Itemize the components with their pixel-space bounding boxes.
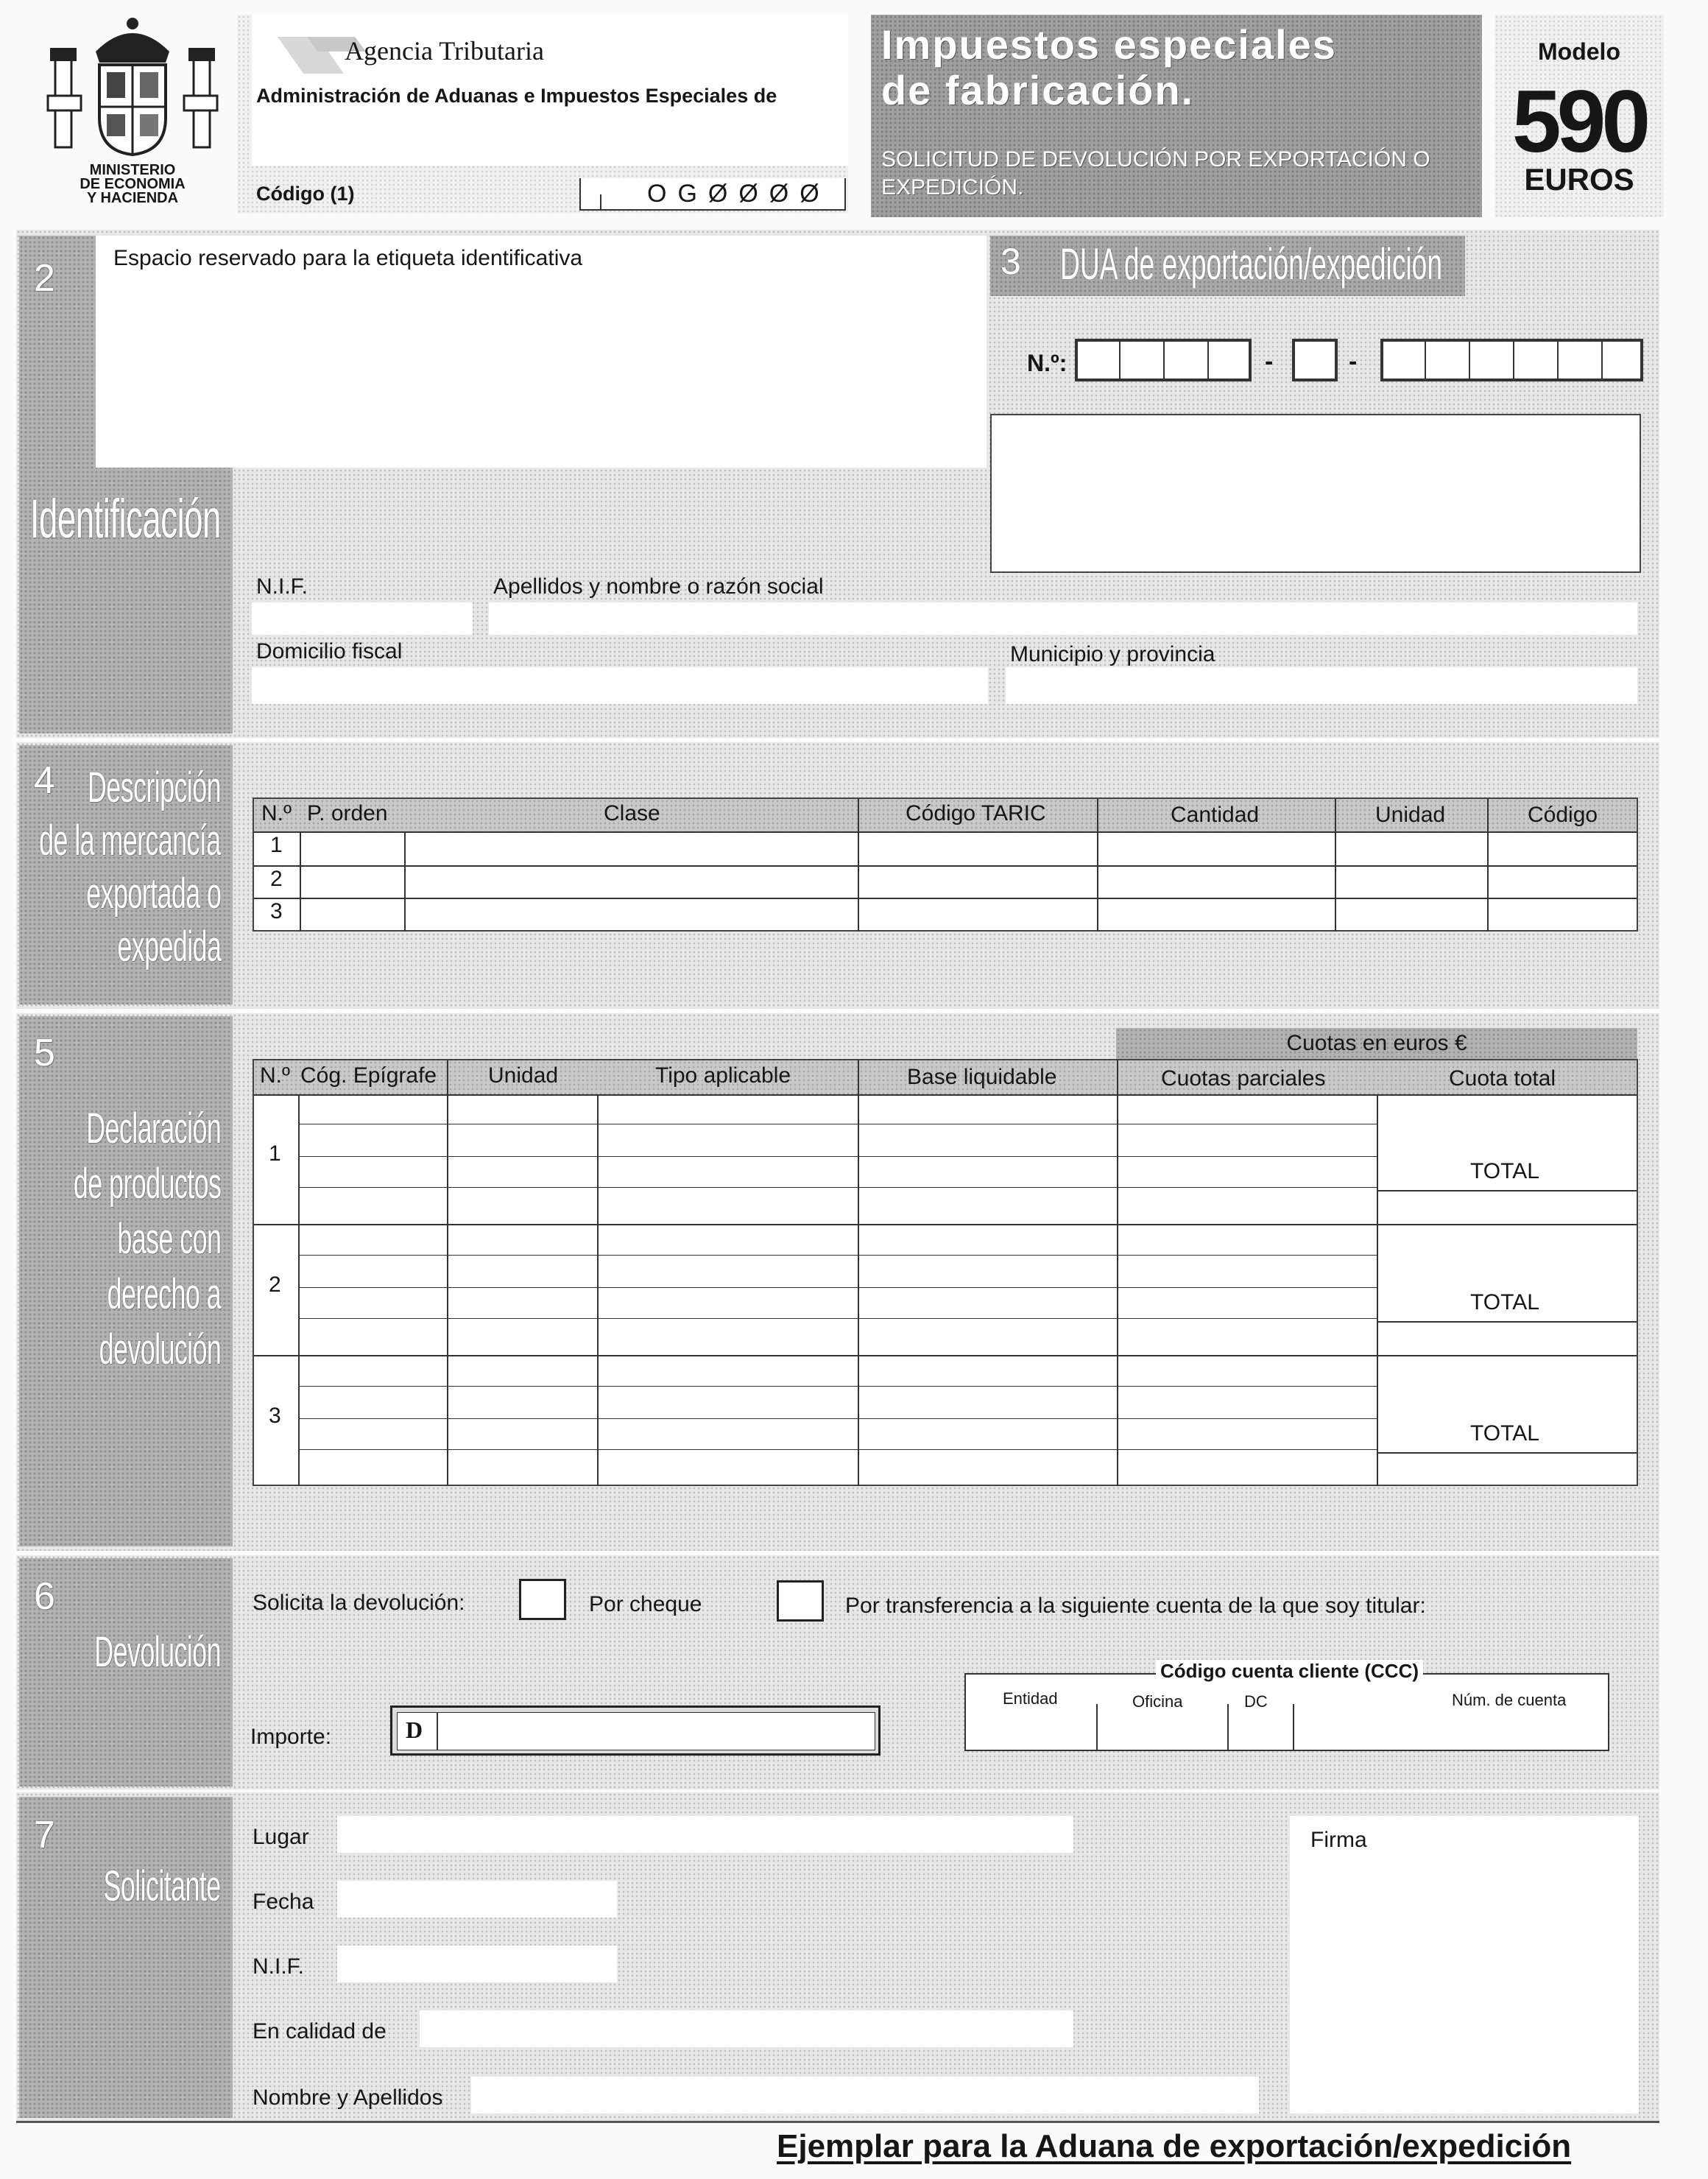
section-7-title: Solicitante [103, 1862, 221, 1910]
firma-label: Firma [1310, 1828, 1367, 1852]
currency-label: EUROS [1524, 162, 1634, 197]
section-7-number: 7 [34, 1814, 55, 1856]
section-2-number: 2 [34, 257, 55, 300]
prod-row-3: 3 [269, 1404, 281, 1428]
name-field[interactable] [489, 602, 1637, 635]
footer-rule [16, 2121, 1659, 2123]
ccc-field[interactable] [964, 1660, 1609, 1751]
dua-number-label: N.º: [1027, 350, 1068, 376]
products-table [253, 1059, 1638, 1486]
calidad-label: En calidad de [253, 2019, 387, 2044]
products-cuotas-header [1116, 1028, 1637, 1059]
importe-prefix: D [406, 1717, 423, 1743]
section-4-number: 4 [34, 759, 55, 802]
prod-col-epigrafe: Cóg. Epígrafe [300, 1063, 437, 1088]
section-3-title: DUA de exportación/expedición [1060, 239, 1443, 289]
goods-row-1: 1 [270, 833, 283, 857]
copy-designation: Ejemplar para la Aduana de exportación/expedición [777, 2128, 1572, 2164]
prod-col-no: N.º [260, 1063, 290, 1088]
section-6-title: Devolución [94, 1628, 221, 1676]
prod-col-rate: Tipo aplicable [655, 1063, 791, 1088]
modelo-label: Modelo [1538, 38, 1620, 65]
prod-total-2: TOTAL [1470, 1290, 1539, 1314]
section-6-sidebar [19, 1558, 233, 1787]
modelo-block [1494, 15, 1664, 217]
importe-field[interactable] [390, 1705, 881, 1756]
prod-col-total: Cuota total [1449, 1066, 1556, 1091]
prod-total-3: TOTAL [1470, 1421, 1539, 1446]
ccc-entidad: Entidad [1003, 1689, 1058, 1708]
section-5-title-4: derecho a [107, 1270, 221, 1318]
name-label: Apellidos y nombre o razón social [493, 574, 824, 599]
section-6-number: 6 [34, 1575, 55, 1618]
modelo-number: 590 [1511, 72, 1647, 171]
dua-notes-field[interactable] [990, 414, 1641, 573]
ccc-cuenta: Núm. de cuenta [1452, 1691, 1567, 1709]
section-5-title-5: devolución [99, 1326, 221, 1373]
goods-table [253, 798, 1638, 932]
code-value: OGØØØØ [647, 180, 830, 208]
section-4-title-1: Descripción [87, 764, 221, 812]
form-title-block [871, 15, 1482, 217]
goods-col-qty: Cantidad [1171, 803, 1260, 827]
label-reserved-space [96, 236, 987, 468]
lugar-label: Lugar [253, 1825, 309, 1849]
applicant-nif-label: N.I.F. [253, 1954, 305, 1979]
prod-row-2: 2 [269, 1272, 281, 1297]
administration-label: Administración de Aduanas e Impuestos Especiales de [256, 85, 777, 107]
goods-col-taric: Código TARIC [906, 801, 1046, 826]
prod-col-base: Base liquidable [907, 1065, 1057, 1089]
goods-col-class: Clase [604, 801, 660, 826]
section-4-title-2: de la mercancía [39, 817, 221, 865]
goods-row-2: 2 [270, 867, 283, 891]
cheque-checkbox[interactable] [519, 1579, 566, 1620]
nif-label: N.I.F. [256, 574, 308, 599]
cuotas-header-label: Cuotas en euros € [1286, 1031, 1467, 1055]
section-3-header [990, 236, 1465, 296]
section-4-title-3: exportada o [85, 870, 221, 918]
ccc-dc: DC [1244, 1692, 1268, 1711]
agency-name: Agencia Tributaria [345, 36, 544, 66]
section-3-number: 3 [1001, 241, 1021, 282]
section-5-number: 5 [34, 1032, 55, 1074]
agency-block [237, 15, 848, 214]
ccc-oficina: Oficina [1132, 1692, 1183, 1711]
section-4-title-4: expedida [116, 923, 221, 971]
transfer-checkbox[interactable] [777, 1580, 824, 1622]
section-4-sidebar [19, 745, 233, 1004]
lugar-field[interactable] [337, 1816, 1073, 1853]
goods-col-order: P. orden [307, 801, 388, 826]
label-space-text: Espacio reservado para la etiqueta identificativa [113, 246, 583, 270]
applicant-nif-field[interactable] [337, 1946, 617, 1982]
ccc-title: Código cuenta cliente (CCC) [1156, 1660, 1423, 1683]
subtitle-line2: EXPEDICIÓN. [881, 175, 1024, 200]
ministry-name: MINISTERIO DE ECONOMIA Y HACIENDA [80, 162, 186, 206]
fecha-field[interactable] [337, 1881, 617, 1918]
code-field[interactable] [579, 178, 846, 211]
signature-field[interactable] [1290, 1816, 1639, 2113]
title-line2: de fabricación. [881, 67, 1195, 113]
section-7-sidebar [19, 1797, 233, 2118]
section-5-title-1: Declaración [85, 1105, 221, 1152]
goods-col-unit: Unidad [1375, 803, 1446, 827]
code-label: Código (1) [256, 183, 355, 205]
domicile-label: Domicilio fiscal [256, 639, 403, 663]
coat-of-arms-icon [44, 7, 221, 162]
prod-col-partial: Cuotas parciales [1161, 1066, 1326, 1091]
prod-row-1: 1 [269, 1141, 281, 1166]
prod-col-unit: Unidad [488, 1063, 559, 1088]
fecha-label: Fecha [253, 1890, 314, 1914]
goods-col-code: Código [1528, 803, 1598, 827]
municipality-label: Municipio y provincia [1010, 642, 1215, 666]
prod-total-1: TOTAL [1470, 1159, 1539, 1183]
title-line1: Impuestos especiales [881, 21, 1337, 68]
transfer-option-label: Por transferencia a la siguiente cuenta de la que soy titular: [845, 1594, 1426, 1618]
domicile-field[interactable] [252, 667, 988, 704]
municipality-field[interactable] [1006, 667, 1637, 704]
subtitle-line1: SOLICITUD DE DEVOLUCIÓN POR EXPORTACIÓN O [881, 147, 1430, 172]
nif-field[interactable] [252, 602, 473, 635]
ministry-logo [44, 7, 221, 206]
dua-number-field[interactable]: - - [1075, 339, 1649, 383]
section-5-title-2: de productos [73, 1160, 221, 1208]
cheque-option-label: Por cheque [589, 1592, 702, 1616]
calidad-field[interactable] [420, 2010, 1073, 2047]
section-2-title: Identificación [29, 488, 221, 549]
goods-col-no: N.º [261, 801, 292, 826]
section-5-sidebar [19, 1016, 233, 1546]
refund-request-label: Solicita la devolución: [253, 1591, 465, 1615]
nombre-field[interactable] [471, 2077, 1259, 2113]
section-5-title-3: base con [117, 1215, 221, 1263]
goods-row-3: 3 [270, 899, 283, 923]
importe-label: Importe: [250, 1725, 332, 1749]
nombre-label: Nombre y Apellidos [253, 2085, 443, 2110]
